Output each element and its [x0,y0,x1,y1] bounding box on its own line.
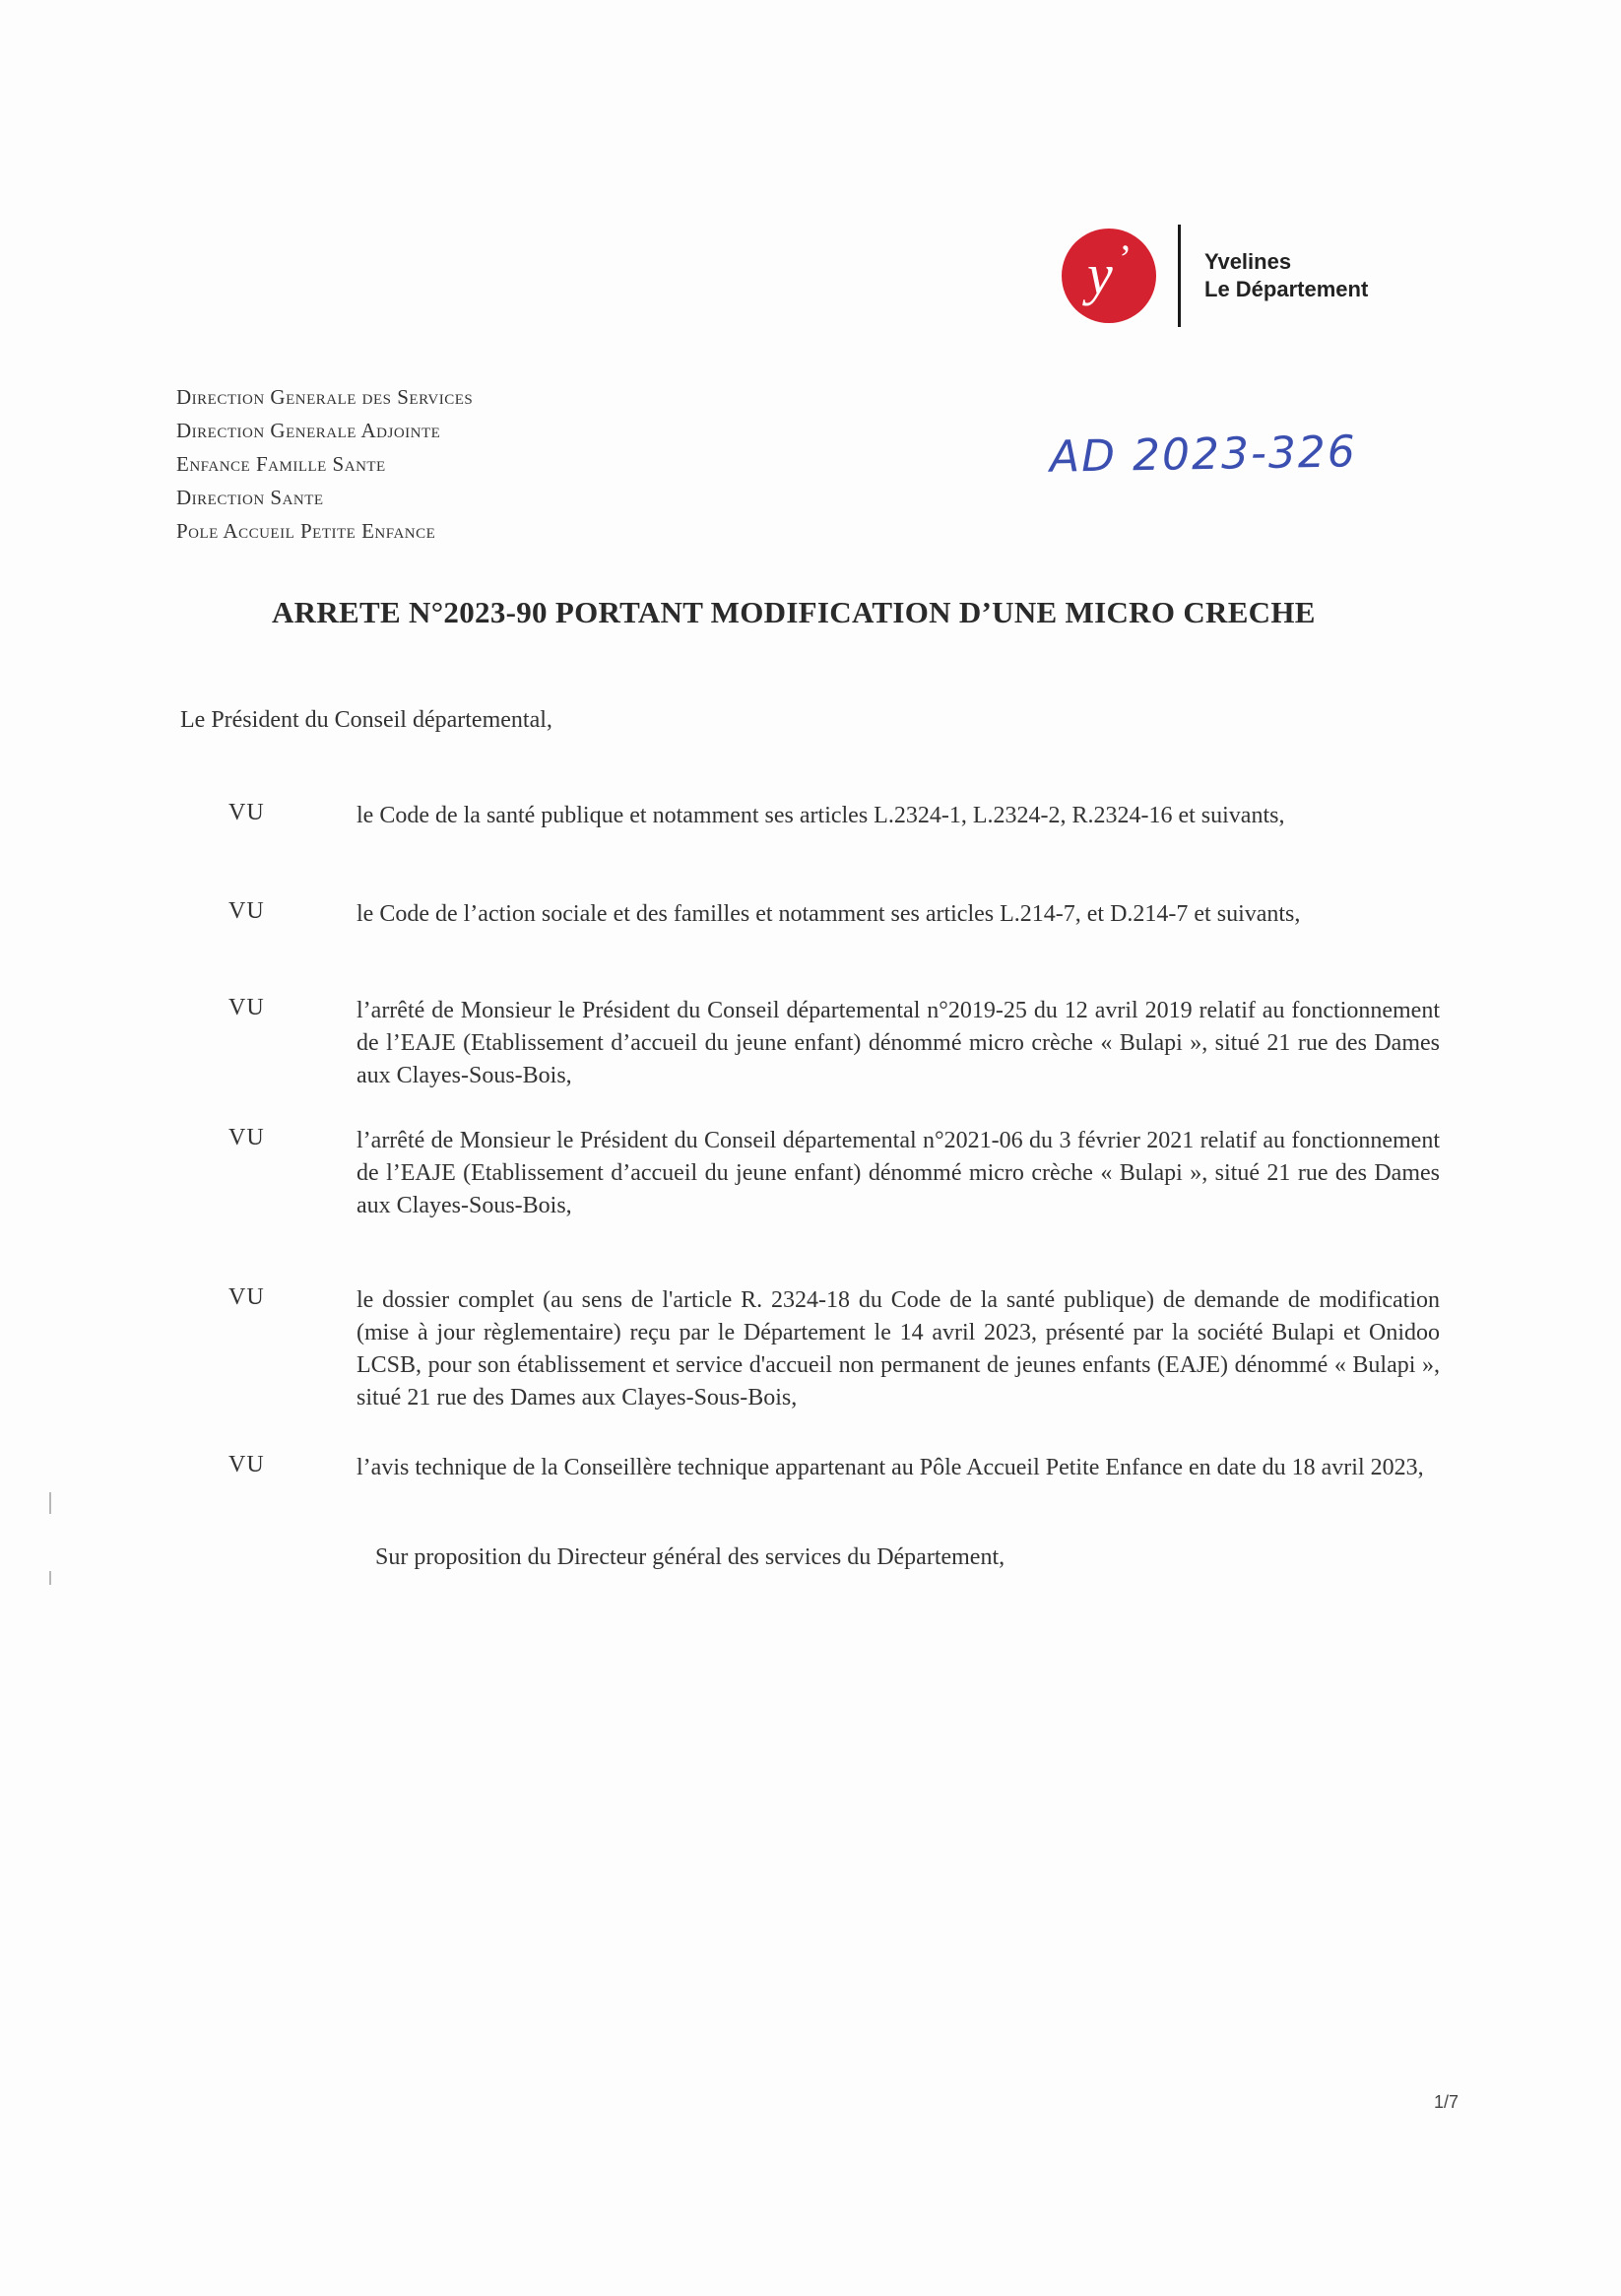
direction-line: Enfance Famille Sante [176,452,386,476]
vu-text: l’arrêté de Monsieur le Président du Conseil départemental n°2021-06 du 3 février 2021 relatif au fonctionnement de l’EAJE (Etablissement d’accueil du jeune enfant) dénommé micro crèche « Bulapi », situé 21 rue des Dames aux Clayes-Sous-Bois, [357,1128,1440,1218]
vu-label: VU [228,898,265,924]
vu-text: le Code de l’action sociale et des familles et notamment ses articles L.214-7, et D.214-7 et suivants, [357,901,1301,927]
vu-label: VU [228,1125,265,1150]
vu-text: le dossier complet (au sens de l'article R. 2324-18 du Code de la santé publique) de demande de modification (mise à jour règlementaire) reçu par le Département le 14 avril 2023, présenté par la société Bulapi et Onidoo LCSB, pour son établissement et service d'accueil non permanent de jeunes enfants (EAJE) dénommé « Bulapi », situé 21 rue des Dames aux Clayes-Sous-Bois, [357,1287,1440,1410]
vu-label: VU [228,995,265,1020]
page-number: 1/7 [1434,2092,1459,2112]
svg-text:’: ’ [1119,236,1133,281]
vu-text: l’arrêté de Monsieur le Président du Conseil départemental n°2019-25 du 12 avril 2019 relatif au fonctionnement de l’EAJE (Etablissement d’accueil du jeune enfant) dénommé micro crèche « Bulapi », situé 21 rue des Dames aux Clayes-Sous-Bois, [357,998,1440,1088]
direction-line: Direction Generale Adjointe [176,419,441,442]
handwritten-reference: AD 2023-326 [1049,426,1358,483]
vu-label: VU [228,800,265,825]
vu-text: le Code de la santé publique et notamment ses articles L.2324-1, L.2324-2, R.2324-16 et suivants, [357,803,1285,828]
logo-divider [1178,225,1181,327]
direction-line: Direction Sante [176,486,324,509]
proposition-line: Sur proposition du Directeur général des services du Département, [375,1544,1005,1570]
yvelines-logo [1062,225,1368,327]
vu-label: VU [228,1284,265,1310]
direction-line: Direction Generale des Services [176,385,474,409]
vu-text: l’avis technique de la Conseillère technique appartenant au Pôle Accueil Petite Enfance en date du 18 avril 2023, [357,1455,1424,1480]
logo-line-1: Yvelines [1204,249,1292,274]
scan-mark [49,1492,51,1514]
issuing-directions [176,380,473,548]
vu-label: VU [228,1452,265,1477]
direction-line: Pole Accueil Petite Enfance [176,519,436,543]
yvelines-y-icon [1062,229,1156,323]
president-line: Le Président du Conseil départemental, [180,707,552,733]
logo-text [1204,248,1368,303]
svg-text:y: y [1087,242,1113,306]
scan-mark [49,1571,51,1585]
logo-line-2: Le Département [1204,277,1369,301]
document-title: ARRETE N°2023-90 PORTANT MODIFICATION D’UNE MICRO CRECHE [272,595,1316,629]
